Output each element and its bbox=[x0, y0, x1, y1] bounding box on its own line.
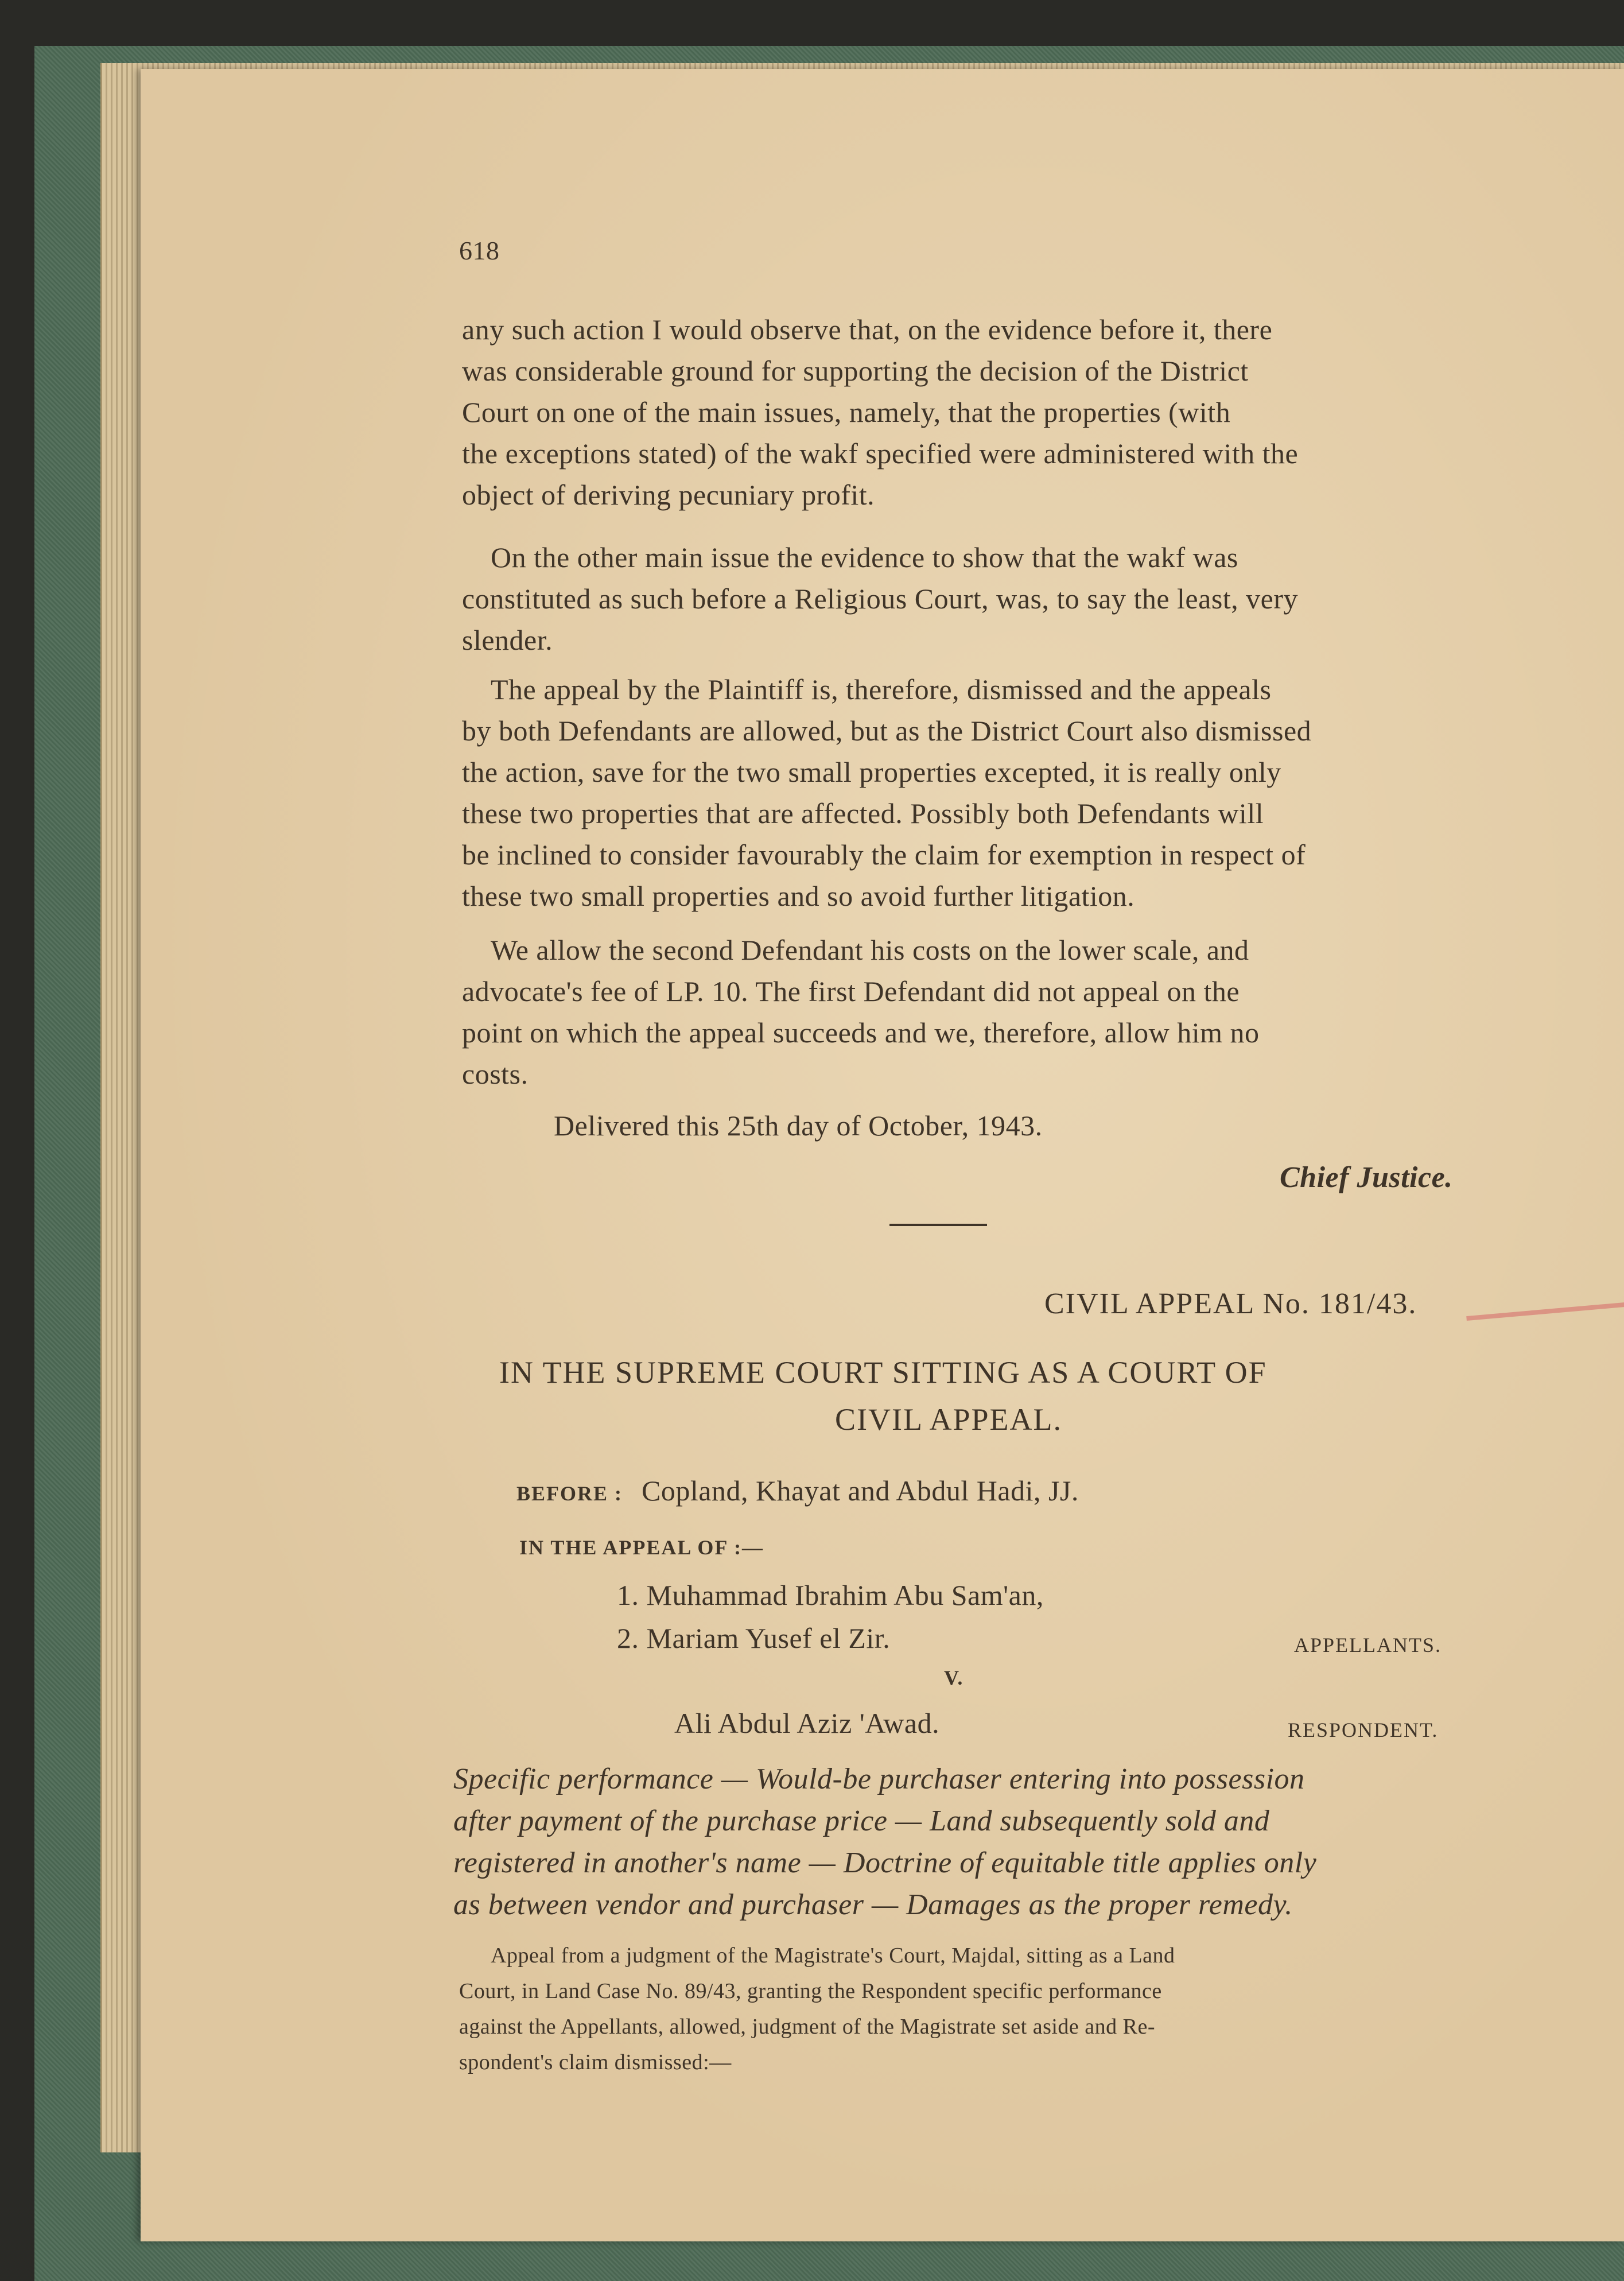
court-title-line-1: IN THE SUPREME COURT SITTING AS A COURT OF bbox=[499, 1355, 1267, 1390]
page-number: 618 bbox=[459, 236, 500, 265]
text-line: by both Defendants are allowed, but as the District Court also dismissed bbox=[462, 715, 1312, 747]
judges: Copland, Khayat and Abdul Hadi, JJ. bbox=[642, 1475, 1079, 1507]
summary-line: against the Appellants, allowed, judgment of the Magistrate set aside and Re- bbox=[459, 2015, 1156, 2039]
before-line bbox=[516, 1474, 1079, 1507]
text-line: the action, save for the two small properties excepted, it is really only bbox=[462, 756, 1281, 788]
in-the-appeal-of: IN THE APPEAL OF :— bbox=[519, 1536, 764, 1559]
text-line: The appeal by the Plaintiff is, therefore, dismissed and the appeals bbox=[491, 673, 1272, 705]
text-line: the exceptions stated) of the wakf specified were administered with the bbox=[462, 437, 1299, 470]
appellant-1: 1. Muhammad Ibrahim Abu Sam'an, bbox=[617, 1579, 1044, 1611]
text-line: We allow the second Defendant his costs on the lower scale, and bbox=[491, 934, 1249, 966]
appellants-label: APPELLANTS. bbox=[1294, 1634, 1442, 1657]
text-line: constituted as such before a Religious Court, was, to say the least, very bbox=[462, 583, 1299, 615]
text-line: any such action I would observe that, on the evidence before it, there bbox=[462, 313, 1273, 346]
before-label: BEFORE : bbox=[516, 1482, 623, 1505]
signature: Chief Justice. bbox=[1280, 1161, 1453, 1194]
headnote-line: as between vendor and purchaser — Damages as the proper remedy. bbox=[453, 1888, 1293, 1921]
summary-line: Appeal from a judgment of the Magistrate's Court, Majdal, sitting as a Land bbox=[491, 1943, 1175, 1968]
court-title-line-2: CIVIL APPEAL. bbox=[835, 1402, 1063, 1437]
text-line: On the other main issue the evidence to show that the wakf was bbox=[491, 541, 1238, 573]
text-line: these two properties that are affected. Possibly both Defendants will bbox=[462, 797, 1264, 829]
summary-line: Court, in Land Case No. 89/43, granting the Respondent specific performance bbox=[459, 1979, 1162, 2003]
text-line: slender. bbox=[462, 624, 553, 656]
text-line: object of deriving pecuniary profit. bbox=[462, 479, 875, 511]
respondent: Ali Abdul Aziz 'Awad. bbox=[674, 1707, 940, 1739]
headnote-line: Specific performance — Would-be purchaser entering into possession bbox=[453, 1763, 1305, 1795]
delivered-line: Delivered this 25th day of October, 1943. bbox=[554, 1110, 1043, 1142]
text-line: be inclined to consider favourably the claim for exemption in respect of bbox=[462, 839, 1306, 871]
versus: V. bbox=[944, 1666, 964, 1689]
text-line: Court on one of the main issues, namely, that the properties (with bbox=[462, 396, 1231, 428]
headnote-line: registered in another's name — Doctrine of equitable title applies only bbox=[453, 1846, 1317, 1879]
case-number: CIVIL APPEAL No. 181/43. bbox=[1044, 1287, 1417, 1320]
text-line: was considerable ground for supporting the decision of the District bbox=[462, 355, 1249, 387]
document-page bbox=[141, 69, 1624, 2241]
respondent-label: RESPONDENT. bbox=[1288, 1718, 1439, 1741]
text-line: advocate's fee of LP. 10. The first Defendant did not appeal on the bbox=[462, 975, 1240, 1007]
red-pencil-mark bbox=[1466, 1301, 1624, 1321]
text-line: costs. bbox=[462, 1058, 529, 1090]
text-line: point on which the appeal succeeds and we, therefore, allow him no bbox=[462, 1017, 1260, 1049]
summary-line: spondent's claim dismissed:— bbox=[459, 2050, 732, 2074]
appellant-2: 2. Mariam Yusef el Zir. bbox=[617, 1622, 891, 1654]
text-line: these two small properties and so avoid further litigation. bbox=[462, 880, 1135, 912]
headnote-line: after payment of the purchase price — Land subsequently sold and bbox=[453, 1805, 1270, 1837]
section-divider bbox=[889, 1224, 987, 1226]
